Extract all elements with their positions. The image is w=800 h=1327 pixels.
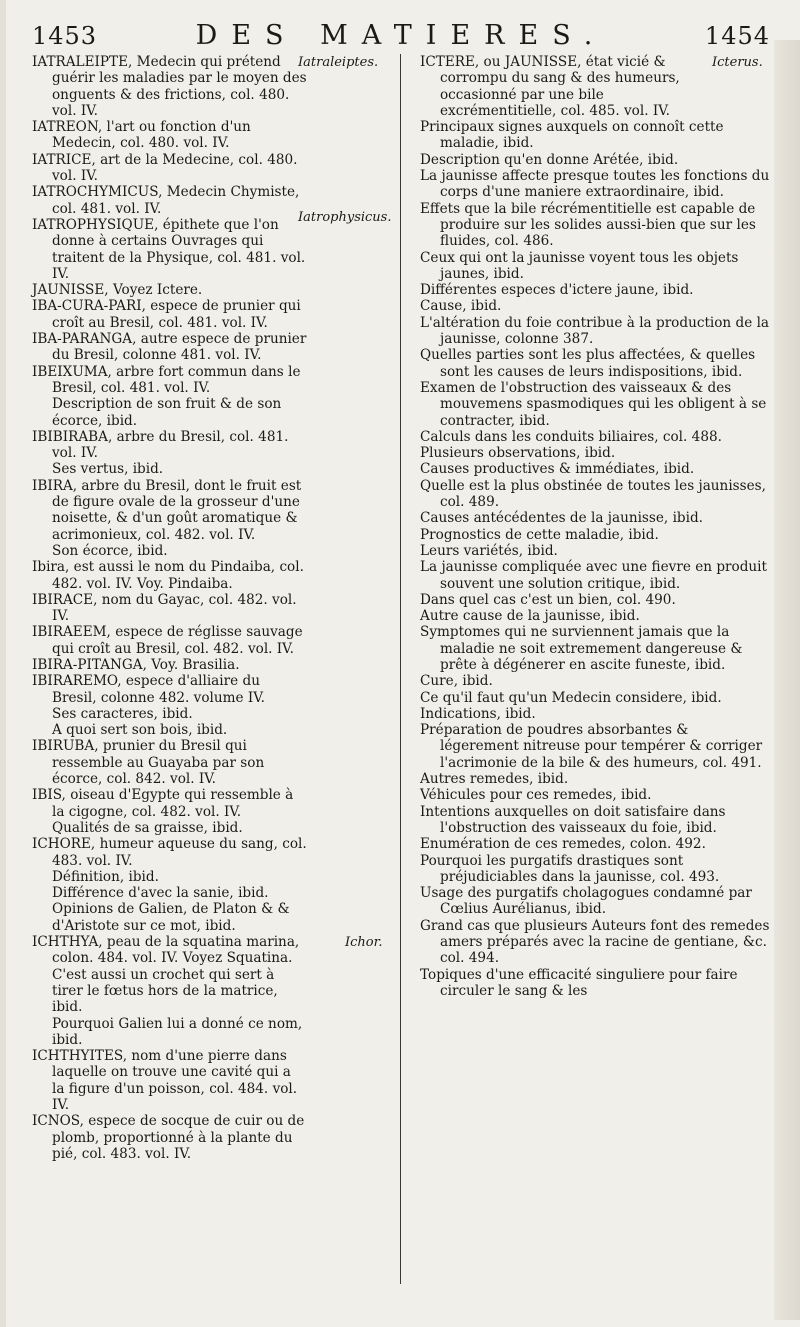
index-entry: IBIRACE, nom du Gayac, col. 482. vol. IV. bbox=[32, 591, 297, 625]
index-entry: ICHTHYA, peau de la squatina marina, colon. 484. vol. IV. Voyez Squatina. bbox=[32, 934, 300, 967]
index-entry: IATROCHYMICUS, Medecin Chymiste, col. 481. vol. IV. bbox=[32, 184, 300, 217]
index-entry: Autre cause de la jaunisse, ibid. bbox=[420, 608, 640, 625]
margin-note-iatraleiptes: Iatraleiptes. bbox=[298, 55, 379, 70]
margin-note-ichor: Ichor. bbox=[345, 935, 383, 950]
index-entry: L'altération du foie contribue à la production de la jaunisse, colonne 387. bbox=[420, 314, 770, 348]
index-entry: IBIRA-PITANGA, Voy. Brasilia. bbox=[32, 656, 240, 673]
index-entry: Description qu'en donne Arétée, ibid. bbox=[420, 151, 679, 168]
index-entry: IATRICE, art de la Medecine, col. 480. vol. IV. bbox=[32, 151, 298, 185]
index-entry: IBA-CURA-PARI, espece de prunier qui croît au Bresil, col. 481. vol. IV. bbox=[32, 298, 301, 331]
index-entry: IBEIXUMA, arbre fort commun dans le Bresil, col. 481. vol. IV. bbox=[32, 363, 301, 396]
index-subentry: Différence d'avec la sanie, ibid. bbox=[52, 885, 269, 902]
page-header bbox=[32, 20, 770, 50]
index-entry: Enumération de ces remedes, colon. 492. bbox=[420, 836, 706, 853]
right-column bbox=[420, 54, 770, 999]
index-entry: Préparation de poudres absorbantes & légerement nitreuse pour tempérer & corriger l'acrimonie de la bile & des humeurs, col. 491. bbox=[420, 722, 763, 771]
index-entry: Dans quel cas c'est un bien, col. 490. bbox=[420, 591, 676, 608]
index-entry: Ibira, est aussi le nom du Pindaiba, col. 482. vol. IV. Voy. Pindaiba. bbox=[32, 559, 304, 592]
index-entry: IBIRUBA, prunier du Bresil qui ressemble au Guayaba par son écorce, col. 842. vol. IV. bbox=[32, 738, 265, 788]
index-entry: ICHORE, humeur aqueuse du sang, col. 483. vol. IV. bbox=[32, 836, 307, 869]
index-subentry: Opinions de Galien, de Platon & & d'Aristote sur ce mot, ibid. bbox=[52, 901, 290, 934]
index-entry: Différentes especes d'ictere jaune, ibid. bbox=[420, 282, 694, 299]
column-divider bbox=[400, 54, 401, 1284]
index-subentry: Description de son fruit & de son écorce, ibid. bbox=[52, 396, 282, 429]
index-subentry: Qualités de sa graisse, ibid. bbox=[52, 819, 243, 836]
page-number-right: 1454 bbox=[704, 22, 770, 50]
index-entry: Autres remedes, ibid. bbox=[420, 771, 569, 788]
index-entry: Effets que la bile récrémentitielle est capable de produire sur les solides aussi-bien que sur les fluides, col. 486. bbox=[420, 200, 756, 250]
index-entry: Grand cas que plusieurs Auteurs font des remedes amers préparés avec la racine de gentiane, &c. col. 494. bbox=[420, 917, 770, 967]
index-entry: JAUNISSE, Voyez Ictere. bbox=[32, 282, 203, 299]
running-title: DES MATIERES. bbox=[195, 20, 607, 51]
index-entry: Symptomes qui ne surviennent jamais que la maladie ne soit extremement dangereuse & prête à dégénerer en ascite funeste, ibid. bbox=[420, 624, 743, 673]
index-subentry: Définition, ibid. bbox=[52, 868, 159, 885]
index-entry: Topiques d'une efficacité singuliere pour faire circuler le sang & les bbox=[420, 966, 738, 999]
index-entry: Usage des purgatifs cholagogues condamné par Cœlius Aurélianus, ibid. bbox=[420, 885, 752, 918]
index-entry: Examen de l'obstruction des vaisseaux & des mouvemens spasmodiques qui les obligent à se contracter, ibid. bbox=[420, 379, 767, 429]
index-entry: IBIRAEEM, espece de réglisse sauvage qui croît au Bresil, col. 482. vol. IV. bbox=[32, 624, 303, 657]
index-entry: Leurs variétés, ibid. bbox=[420, 542, 558, 559]
index-entry: Cure, ibid. bbox=[420, 673, 493, 690]
index-entry: IBIRAREMO, espece d'alliaire du Bresil, colonne 482. volume IV. bbox=[32, 673, 265, 706]
index-entry: La jaunisse affecte presque toutes les fonctions du corps d'une maniere extraordinaire, ibid. bbox=[420, 168, 770, 201]
index-entry: La jaunisse compliquée avec une fievre en produit souvent une solution critique, ibid. bbox=[420, 559, 767, 592]
index-entry: Plusieurs observations, ibid. bbox=[420, 445, 616, 462]
margin-note-iatrophysicus: Iatrophysicus. bbox=[298, 210, 392, 225]
index-entry: IATREON, l'art ou fonction d'un Medecin, col. 480. vol. IV. bbox=[32, 119, 251, 152]
index-entry: Causes productives & immédiates, ibid. bbox=[420, 461, 695, 478]
index-entry: Quelles parties sont les plus affectées, & quelles sont les causes de leurs indispositions, ibid. bbox=[420, 347, 756, 380]
index-entry: IBIRA, arbre du Bresil, dont le fruit est de figure ovale de la grosseur d'une noisette, & d'un goût aromatique & acrimonieux, col. 482. vol. IV. bbox=[32, 477, 302, 543]
index-entry: IATROPHYSIQUE, épithete que l'on donne à certains Ouvrages qui traitent de la Physique, col. 481. vol. IV. bbox=[32, 216, 306, 282]
index-entry: IBIBIRABA, arbre du Bresil, col. 481. vol. IV. bbox=[32, 428, 289, 462]
index-subentry: A quoi sert son bois, ibid. bbox=[52, 722, 228, 739]
index-entry: ICHTHYITES, nom d'une pierre dans laquelle on trouve une cavité qui a la figure d'un poisson, col. 484. vol. IV. bbox=[32, 1048, 298, 1113]
index-entry: Causes antécédentes de la jaunisse, ibid. bbox=[420, 510, 703, 527]
index-entry: ICTERE, ou JAUNISSE, état vicié & corrompu du sang & des humeurs, occasionné par une bile excrémentitielle, col. 485. vol. IV. bbox=[420, 54, 680, 119]
index-entry: Pourquoi les purgatifs drastiques sont préjudiciables dans la jaunisse, col. 493. bbox=[420, 852, 720, 885]
index-entry: Quelle est la plus obstinée de toutes les jaunisses, col. 489. bbox=[420, 477, 766, 511]
index-entry: Véhicules pour ces remedes, ibid. bbox=[420, 787, 652, 804]
index-subentry: Ses vertus, ibid. bbox=[52, 461, 164, 478]
index-entry: Indications, ibid. bbox=[420, 705, 536, 722]
index-subentry: Pourquoi Galien lui a donné ce nom, ibid. bbox=[52, 1015, 303, 1048]
index-entry: IATRALEIPTE, Medecin qui prétend guérir les maladies par le moyen des onguents & des frictions, col. 480. vol. IV. bbox=[32, 54, 307, 119]
facing-page-bleed bbox=[774, 40, 800, 1320]
index-entry: Ce qu'il faut qu'un Medecin considere, ibid. bbox=[420, 689, 722, 706]
index-entry: Intentions auxquelles on doit satisfaire dans l'obstruction des vaisseaux du foie, ibid. bbox=[420, 803, 726, 836]
page-number-left: 1453 bbox=[32, 22, 98, 50]
page-edge-shadow bbox=[0, 0, 6, 1327]
index-entry: Prognostics de cette maladie, ibid. bbox=[420, 526, 659, 543]
index-entry: Calculs dans les conduits biliaires, col. 488. bbox=[420, 428, 722, 445]
index-subentry: Ses caracteres, ibid. bbox=[52, 705, 193, 722]
margin-note-icterus: Icterus. bbox=[712, 55, 763, 70]
index-entry: Cause, ibid. bbox=[420, 298, 502, 315]
index-entry: IBA-PARANGA, autre espece de prunier du Bresil, colonne 481. vol. IV. bbox=[32, 331, 307, 364]
index-entry: Ceux qui ont la jaunisse voyent tous les objets jaunes, ibid. bbox=[420, 249, 739, 282]
index-entry: ICNOS, espece de socque de cuir ou de plomb, proportionné à la plante du pié, col. 483. vol. IV. bbox=[32, 1113, 305, 1162]
index-entry: Principaux signes auxquels on connoît cette maladie, ibid. bbox=[420, 119, 724, 152]
index-subentry: C'est aussi un crochet qui sert à tirer le fœtus hors de la matrice, ibid. bbox=[52, 966, 278, 1016]
index-entry: IBIS, oiseau d'Egypte qui ressemble à la cigogne, col. 482. vol. IV. bbox=[32, 787, 294, 820]
index-subentry: Son écorce, ibid. bbox=[52, 542, 168, 559]
